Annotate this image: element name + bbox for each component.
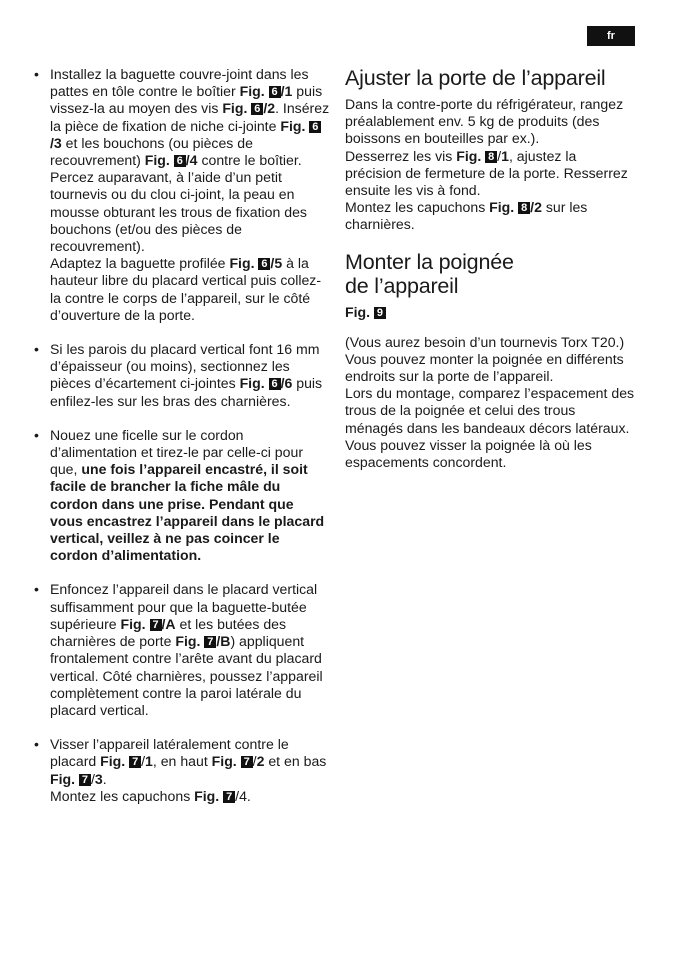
text: / <box>141 753 146 770</box>
list-item <box>30 66 330 324</box>
fig-label: Fig. <box>489 199 515 216</box>
text: / <box>252 753 257 770</box>
text: . <box>246 787 251 804</box>
figure-number-badge: 8 <box>518 202 530 214</box>
figure-number-badge: 9 <box>374 307 386 319</box>
section-heading: Ajuster la porte de l’appareil <box>345 66 606 90</box>
fig-label: Fig. <box>456 147 482 164</box>
figure-number-badge: 7 <box>150 619 162 631</box>
text: Si les parois du placard vertical font 16 mm d’épaisseur (ou moins), sectionnez les pièces d’écartement ci-jointes <box>50 341 320 392</box>
fig-ref: /5 <box>270 255 283 272</box>
warning-text: une fois l’appareil encastré, il soit facile de brancher la fiche mâle du cordon dans une prise. Pendant que vous encastrez l’appareil dans le placard vertical, veillez à ne pas coincer le cordon d’alimentation. <box>50 461 325 564</box>
text: Installez la baguette couvre-joint dans les pattes en tôle contre le boîtier <box>50 66 309 100</box>
fig-ref: 2 <box>256 753 265 770</box>
heading-line: Monter la poignée <box>345 249 514 274</box>
fig-ref: 1 <box>501 147 509 164</box>
text: à la hauteur libre du placard vertical puis collez-la contre le corps de l’appareil, sur le côté d’ouverture de la porte. <box>50 255 322 323</box>
text: Montez les capuchons <box>345 199 490 216</box>
text: Vous pouvez monter la poignée en différents endroits sur la porte de l’appareil. <box>345 350 624 385</box>
fig-ref: /A <box>161 615 176 632</box>
fig-label: Fig. <box>345 303 371 320</box>
text: . <box>102 770 107 787</box>
fig-ref: /B <box>216 633 231 650</box>
paragraph <box>345 96 635 234</box>
text: et les butées des charnières de porte <box>50 615 287 650</box>
text: 4 <box>239 787 247 804</box>
fig-ref: /2 <box>263 100 276 117</box>
text: sur les charnières. <box>345 199 588 233</box>
figure-number-badge: 6 <box>309 121 321 133</box>
fig-label: Fig. <box>50 770 76 787</box>
figure-number-badge: 6 <box>269 378 281 390</box>
fig-label: Fig. <box>211 753 237 770</box>
text: et les bouchons (ou pièces de recouvrement) <box>50 134 253 169</box>
list-item <box>30 341 330 410</box>
fig-label: Fig. <box>100 753 126 770</box>
figure-reference <box>345 304 635 320</box>
text: contre le boîtier. Percez auparavant, à l’aide d’un petit tournevis ou du clou ci-joint, la peau en mousse obturant les trous de fixation des bouchons (et/ou des pièces de recouvrement). <box>50 152 307 255</box>
text: et en bas <box>264 753 327 770</box>
left-column <box>30 66 330 822</box>
text: Lors du montage, comparez l’espacement des trous de la poignée et celui des trous ménagés dans les bandeaux décors latéraux. Vous pouvez visser la poignée là où les espacements concordent. <box>345 385 635 471</box>
fig-label: Fig. <box>144 152 170 169</box>
figure-number-badge: 6 <box>251 103 263 115</box>
text: , ajustez la précision de fermeture de la porte. Resserrez ensuite les vis à fond. <box>345 147 628 199</box>
fig-label: Fig. <box>229 255 255 272</box>
text: Visser l’appareil latéralement contre le placard <box>50 736 289 770</box>
text: Nouez une ficelle sur le cordon d’alimentation et tirez-le par celle-ci pour que, <box>50 426 304 478</box>
heading-line: de l’appareil <box>345 273 459 298</box>
figure-number-badge: 8 <box>485 151 497 163</box>
figure-number-badge: 7 <box>129 756 141 768</box>
text: puis enfilez-les sur les bras des charnières. <box>50 375 323 409</box>
list-item <box>30 427 330 565</box>
fig-ref: /6 <box>280 375 293 392</box>
text: puis vissez-la au moyen des vis <box>50 83 323 117</box>
text: (Vous aurez besoin d’un tournevis Torx T20.) <box>345 333 625 350</box>
text: Desserrez les vis <box>345 147 457 164</box>
text: . Insérez la pièce de fixation de niche ci-jointe <box>50 100 330 134</box>
text: / <box>90 770 95 787</box>
fig-label: Fig. <box>280 117 306 134</box>
paragraph <box>345 334 635 472</box>
language-badge: fr <box>587 26 635 46</box>
text: Dans la contre-porte du réfrigérateur, rangez préalablement env. 5 kg de produits (des boissons en bouteilles par ex.). <box>345 96 624 147</box>
list-item <box>30 581 330 719</box>
fig-ref: 3 <box>94 770 103 787</box>
fig-label: Fig. <box>194 787 220 804</box>
fig-ref: 1 <box>145 753 153 770</box>
fig-label: Fig. <box>222 100 248 117</box>
text: ) appliquent frontalement contre l’arête avant du placard vertical. Côté charnières, poussez l’appareil complètement contre la paroi latérale du placard vertical. <box>50 633 323 718</box>
figure-number-badge: 6 <box>258 258 270 270</box>
fig-ref: 2 <box>534 199 542 216</box>
figure-number-badge: 7 <box>223 791 235 803</box>
figure-number-badge: 6 <box>269 86 281 98</box>
fig-ref: /4 <box>185 152 198 169</box>
fig-label: Fig. <box>239 83 265 100</box>
fig-ref: /1 <box>280 83 293 100</box>
text: / <box>530 199 535 216</box>
right-column <box>345 66 635 471</box>
figure-number-badge: 7 <box>241 756 253 768</box>
figure-number-badge: 7 <box>79 774 91 786</box>
fig-label: Fig. <box>120 615 146 632</box>
text: , en haut <box>152 753 212 770</box>
text: / <box>235 787 240 804</box>
text: / <box>497 147 502 164</box>
text: Adaptez la baguette profilée <box>50 255 230 272</box>
text: Enfoncez l’appareil dans le placard vertical suffisamment pour que la baguette-butée supérieure <box>50 581 318 632</box>
list-item <box>30 736 330 805</box>
fig-ref: /3 <box>50 134 62 151</box>
section-heading <box>345 250 635 298</box>
fig-label: Fig. <box>239 375 265 392</box>
text: Montez les capuchons <box>50 787 195 804</box>
fig-label: Fig. <box>175 633 201 650</box>
figure-number-badge: 7 <box>204 636 216 648</box>
figure-number-badge: 6 <box>174 155 186 167</box>
